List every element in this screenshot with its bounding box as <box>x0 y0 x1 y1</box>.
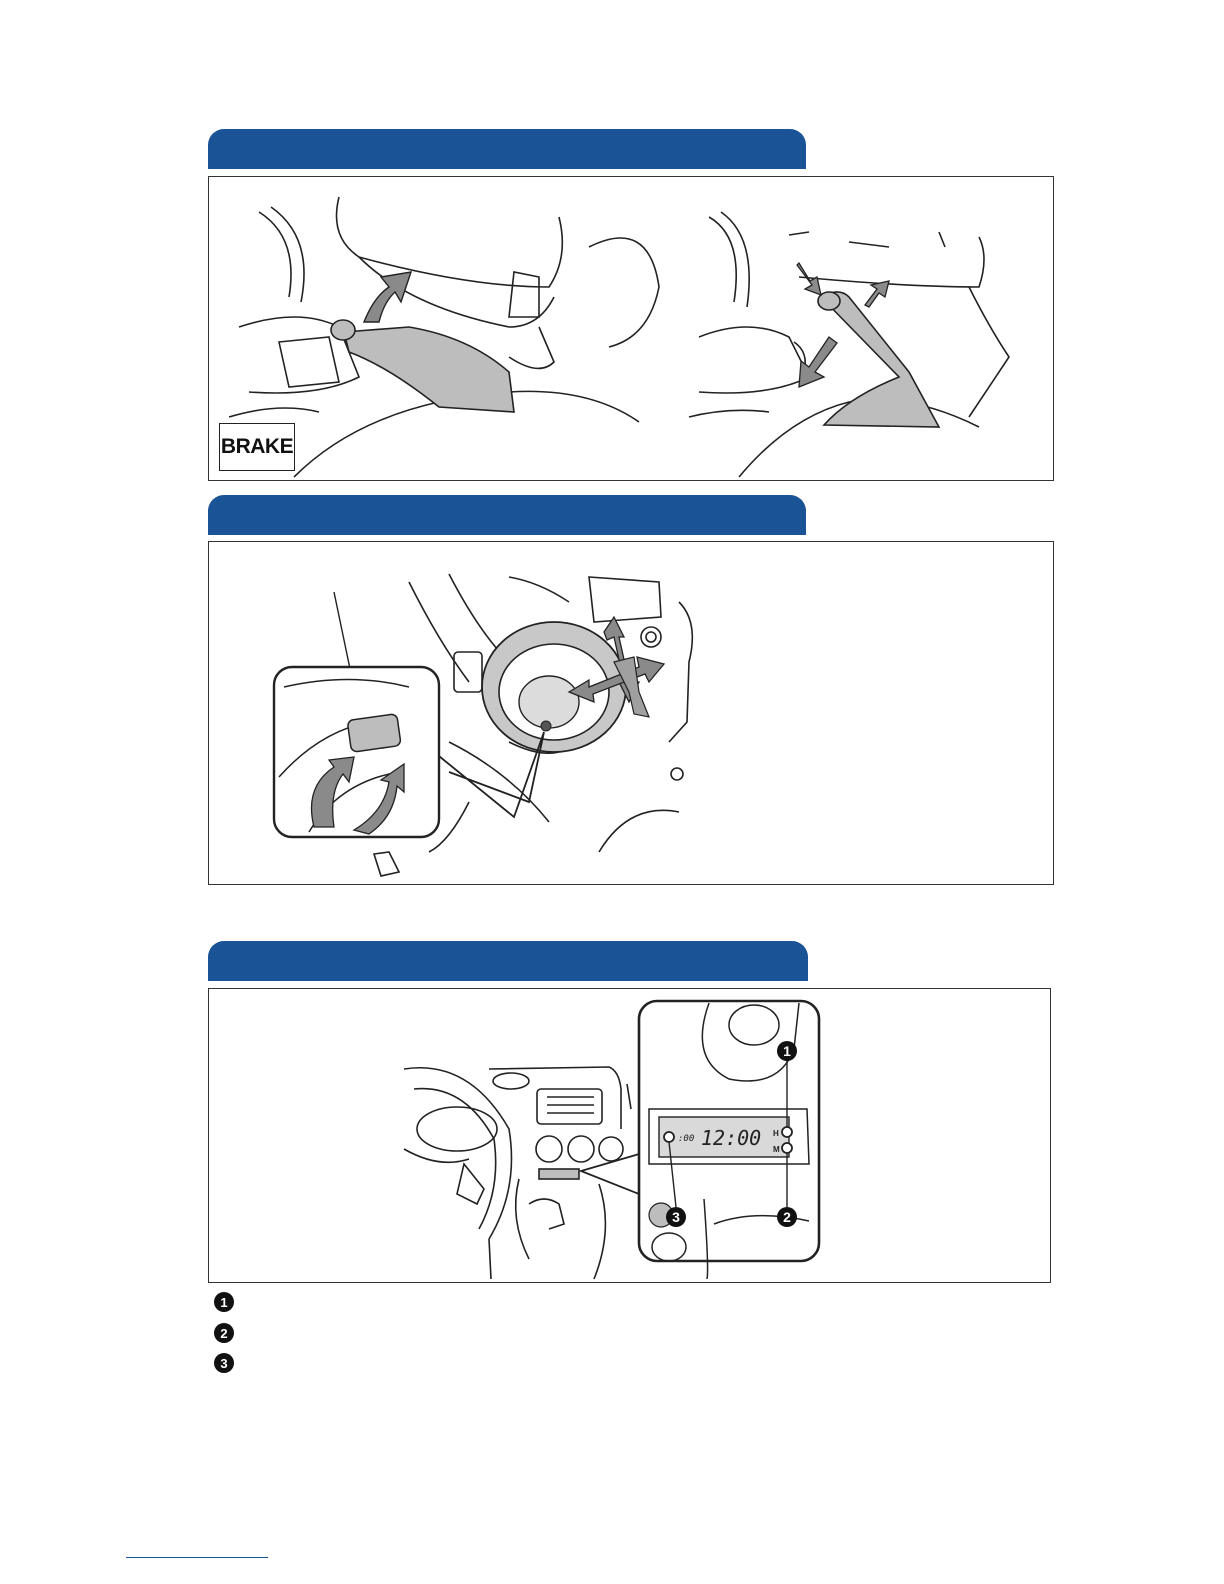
clock-hour-label: H <box>773 1129 779 1138</box>
callout-2: 2 <box>783 1209 791 1225</box>
callout-1: 1 <box>783 1043 791 1059</box>
steering-panel <box>208 541 1054 885</box>
footer-rule <box>126 1557 268 1558</box>
clock-time-display: 12:00 <box>701 1126 762 1150</box>
legend-bullet-2: 2 <box>214 1323 234 1343</box>
legend-bullet-1: 1 <box>214 1292 234 1312</box>
steering-adjust-illustration <box>209 542 1055 886</box>
brake-indicator-label: BRAKE <box>219 423 295 471</box>
parking-brake-panel <box>208 176 1054 481</box>
clock-minute-label: M <box>773 1145 780 1154</box>
legend-bullet-3: 3 <box>214 1353 234 1373</box>
clock-panel <box>208 988 1051 1283</box>
section-tab-clock <box>208 941 808 981</box>
parking-brake-illustration <box>209 177 1055 482</box>
clock-illustration <box>209 989 1052 1284</box>
section-tab-parking-brake <box>208 129 806 169</box>
clock-small-readout: :00 <box>678 1134 695 1144</box>
section-tab-steering <box>208 495 806 535</box>
callout-3: 3 <box>672 1209 680 1225</box>
